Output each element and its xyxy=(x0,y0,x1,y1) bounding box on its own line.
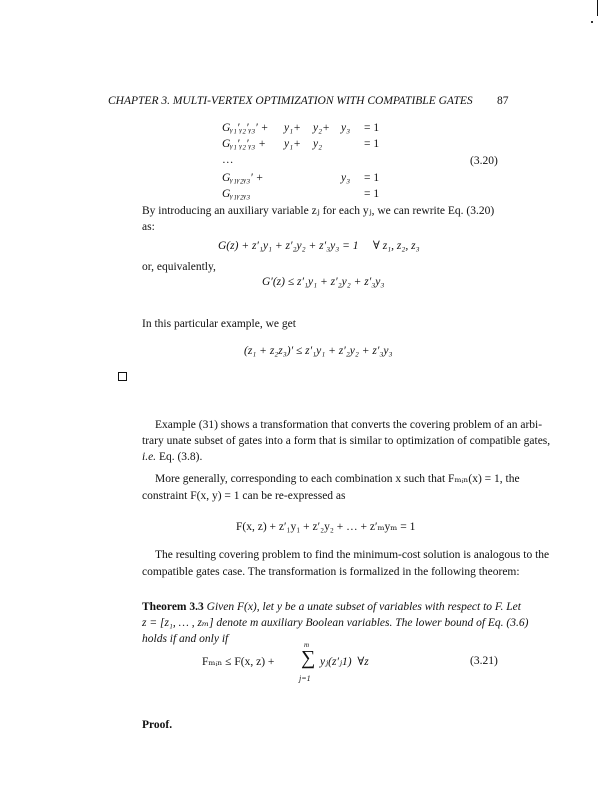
scan-margin-mark xyxy=(597,0,598,16)
eq-row-rhs: = 1 xyxy=(364,188,380,200)
page-number: 87 xyxy=(497,95,509,107)
paragraph-line: In this particular example, we get xyxy=(142,318,296,330)
equation: (z₁ + z₂z₃)′ ≤ z′₁y₁ + z′₂y₂ + z′₃y₃ xyxy=(244,345,393,357)
qed-box xyxy=(118,372,127,381)
eq-row-rhs: = 1 xyxy=(364,138,380,150)
eq-row-lhs: Gᵧ₁ᵧ₂ᵧ₃′ + xyxy=(222,172,264,184)
eq-row-term: y₃ xyxy=(341,122,351,134)
sum-lower-limit: j=1 xyxy=(299,674,311,683)
equation: G′(z) ≤ z′₁y₁ + z′₂y₂ + z′₃y₃ xyxy=(262,276,385,288)
paragraph-line xyxy=(142,450,202,464)
paragraph-line: By introducing an auxiliary variable zⱼ for each yⱼ, we can rewrite Eq. (3.20) xyxy=(142,205,495,217)
paragraph-line: Example (31) shows a transformation that converts the covering problem of an arbi- xyxy=(155,419,543,431)
equation-number: (3.21) xyxy=(470,655,498,667)
eq-row-term: y₁+ xyxy=(284,138,301,150)
eq-row-lhs: Gᵧ₁′ᵧ₂′ᵧ₃ + xyxy=(222,138,266,150)
eq-row-lhs: Gᵧ₁ᵧ₂ᵧ₃ xyxy=(222,188,251,200)
theorem-line: z = [z₁, … , zₘ] denote m auxiliary Boolean variables. The lower bound of Eq. (3.6) xyxy=(142,617,529,629)
equation: G(z) + z′₁y₁ + z′₂y₂ + z′₃y₃ = 1 ∀ z₁, z₂, z₃ xyxy=(218,240,420,252)
theorem-line xyxy=(142,600,521,614)
paragraph-line: constraint F(x, y) = 1 can be re-expressed as xyxy=(142,490,346,502)
eq-row-term: y₃ xyxy=(341,172,351,184)
theorem-text: Given F(x), let y be a unate subset of variables with respect to F. Let xyxy=(203,601,521,613)
paragraph-line: compatible gates case. The transformation is formalized in the following theorem: xyxy=(142,566,520,578)
eq-row-term: y₂ xyxy=(313,138,323,150)
proof-heading: Proof. xyxy=(142,719,173,731)
eq-row-lhs: Gᵧ₁′ᵧ₂′ᵧ₃′ + xyxy=(222,122,269,134)
scan-speck xyxy=(591,21,593,23)
paragraph-line: or, equivalently, xyxy=(142,261,216,273)
eq-lhs: Fₘᵢₙ ≤ F(x, z) + xyxy=(202,656,275,668)
eq-row-ellipsis: … xyxy=(222,154,234,166)
ie-abbrev: i.e. xyxy=(142,451,157,463)
theorem-line: holds if and only if xyxy=(142,633,229,645)
paragraph-line: as: xyxy=(142,221,155,233)
eq-row-rhs: = 1 xyxy=(364,122,380,134)
eq-row-rhs: = 1 xyxy=(364,172,380,184)
equation: F(x, z) + z′₁y₁ + z′₂y₂ + … + z′ₘyₘ = 1 xyxy=(236,521,416,533)
paragraph-line: trary unate subset of gates into a form that is similar to optimization of compatible gates, xyxy=(142,435,551,447)
equation-number: (3.20) xyxy=(470,155,498,167)
sum-upper-limit: m xyxy=(304,641,310,649)
paragraph-line: More generally, corresponding to each combination x such that Fₘᵢₙ(x) = 1, the xyxy=(155,473,520,485)
eq-rhs: yⱼ(z′ⱼ1) ∀z xyxy=(320,656,369,668)
theorem-label: Theorem 3.3 xyxy=(142,601,204,613)
text: Eq. (3.8). xyxy=(156,451,203,463)
eq-row-term: y₁+ xyxy=(284,122,301,134)
paragraph-line: The resulting covering problem to find the minimum-cost solution is analogous to the xyxy=(155,549,550,561)
summation-sign: ∑ xyxy=(301,647,316,669)
running-header: CHAPTER 3. MULTI-VERTEX OPTIMIZATION WITH COMPATIBLE GATES xyxy=(108,95,473,107)
eq-row-term: y₂+ xyxy=(313,122,330,134)
